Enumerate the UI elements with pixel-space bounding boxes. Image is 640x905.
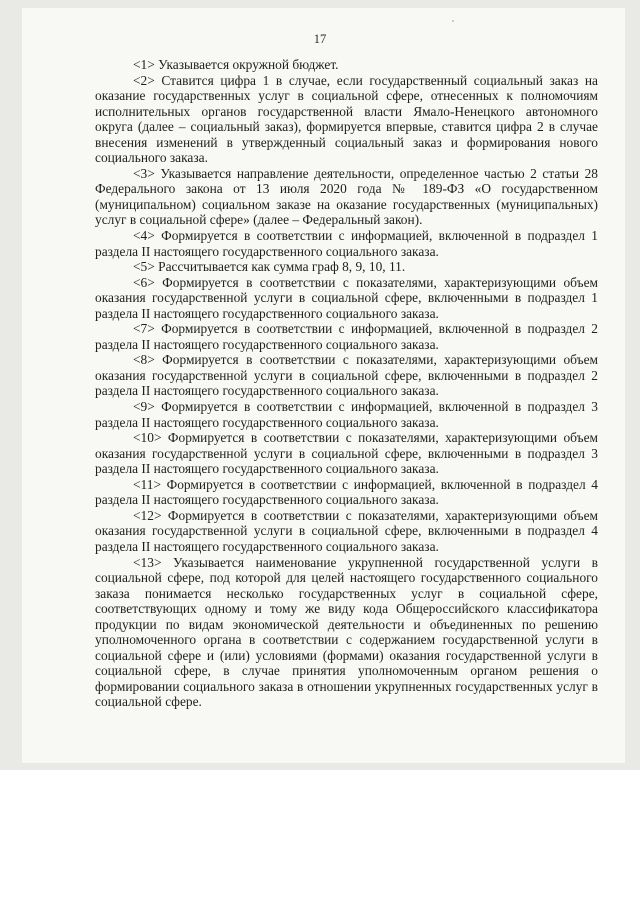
- footnote-9: <9> Формируется в соответствии с информацией, включенной в подраздел 3 раздела II настоящего государственного социального заказа.: [95, 399, 598, 430]
- footnote-3: <3> Указывается направление деятельности, определенное частью 2 статьи 28 Федерального закона от 13 июля 2020 года № 189-ФЗ «О государственном (муниципальном) социальном заказе на оказание государственных (муниципальных) услуг в социальной сфере» (далее – Федеральный закон).: [95, 165, 598, 228]
- footnote-10: <10> Формируется в соответствии с показателями, характеризующими объем оказания государственной услуги в социальной сфере, включенными в подраздел 3 раздела II настоящего государственного социального заказа.: [95, 430, 598, 477]
- scan-speck: [452, 20, 454, 22]
- footnote-6: <6> Формируется в соответствии с показателями, характеризующими объем оказания государственной услуги в социальной сфере, включенными в подраздел 1 раздела II настоящего государственного социального заказа.: [95, 274, 598, 321]
- footnote-1: <1> Указывается окружной бюджет.: [133, 57, 339, 72]
- footnotes-list: [95, 57, 598, 710]
- footnote-2: <2> Ставится цифра 1 в случае, если государственный социальный заказ на оказание государственных услуг в социальной сфере, отнесенных к полномочиям исполнительных органов государственной власти Ямало-Ненецкого автономного округа (далее – социальный заказ), формируется впервые, ставится цифра 2 в случае внесения изменений в утвержденный социальный заказ и формирования нового социального заказа.: [95, 72, 598, 166]
- page-number: 17: [313, 32, 327, 46]
- footnote-4: <4> Формируется в соответствии с информацией, включенной в подраздел 1 раздела II настоящего государственного социального заказа.: [95, 228, 598, 259]
- footnote-11: <11> Формируется в соответствии с информацией, включенной в подраздел 4 раздела II настоящего государственного социального заказа.: [95, 476, 598, 508]
- footnote-13: <13> Указывается наименование укрупненной государственной услуги в социальной сфере, под которой для целей настоящего государственного социального заказа понимается несколько государственных услуг в социальной сфере, соответствующих одному и тому же виду кода Общероссийского классификатора продукции по видам экономической деятельности и объединенных по решению уполномоченного органа в соответствии с содержанием государственной услуги в социальной сфере и (или) условиями (формами) оказания государственной услуги в социальной сфере, в случае принятия уполномоченным органом решения о формировании социального заказа в отношении укрупненных государственных услуг в социальной сфере.: [95, 554, 598, 710]
- footnote-8: <8> Формируется в соответствии с показателями, характеризующими объем оказания государственной услуги в социальной сфере, включенными в подраздел 2 раздела II настоящего государственного социального заказа.: [95, 352, 598, 399]
- footnote-7: <7> Формируется в соответствии с информацией, включенной в подраздел 2 раздела II настоящего государственного социального заказа.: [95, 321, 598, 352]
- footnote-5: <5> Рассчитывается как сумма граф 8, 9, 10, 11.: [133, 259, 406, 275]
- footnote-12: <12> Формируется в соответствии с показателями, характеризующими объем оказания государственной услуги в социальной сфере, включенными в подраздел 4 раздела II настоящего государственного социального заказа.: [95, 507, 598, 554]
